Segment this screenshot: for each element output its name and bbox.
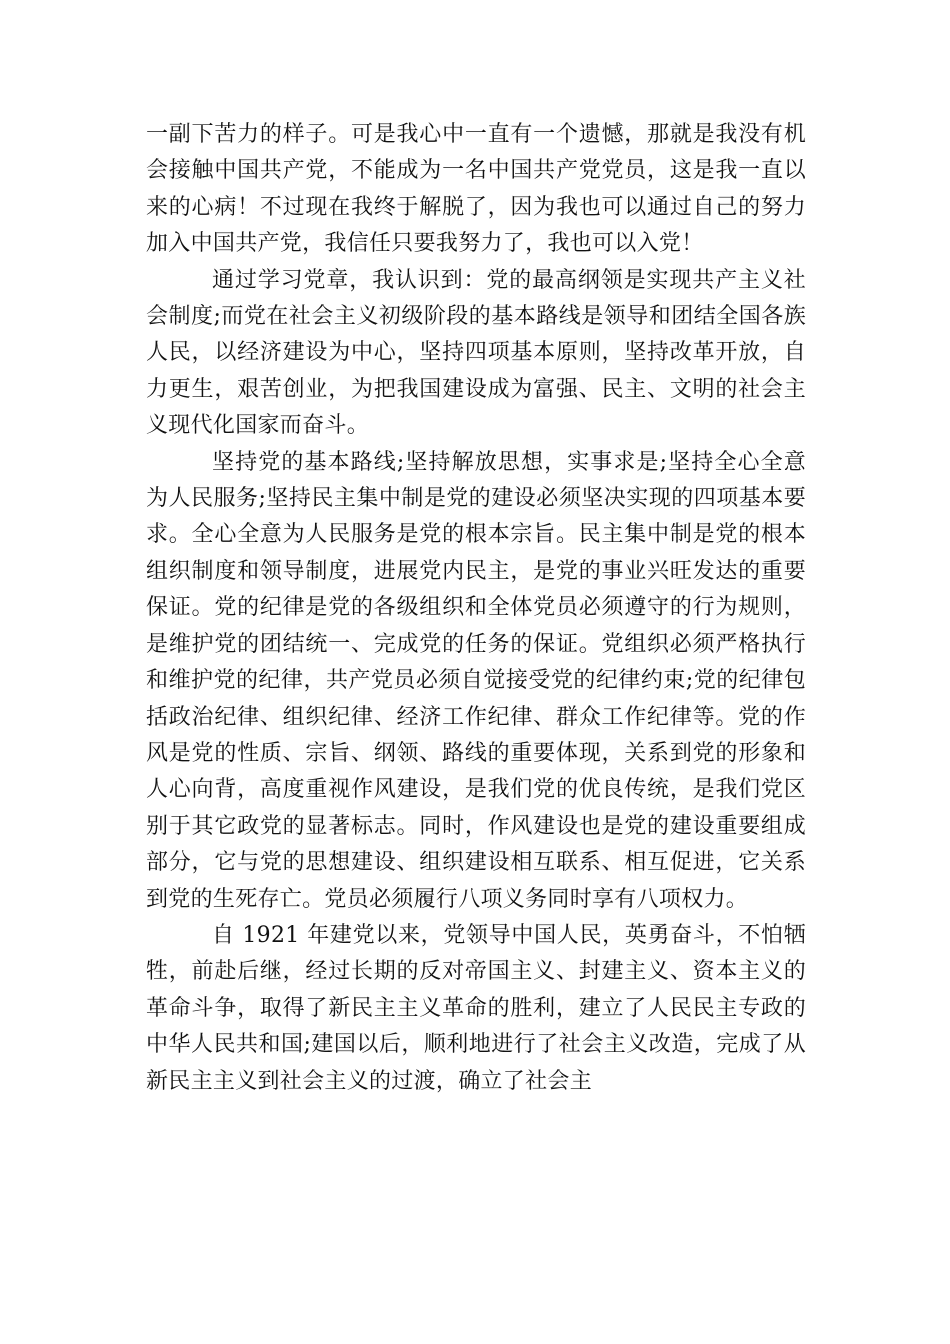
paragraph-1: 一副下苦力的样子。可是我心中一直有一个遗憾，那就是我没有机会接触中国共产党，不能成为一名中国共产党党员，这是我一直以来的心病！不过现在我终于解脱了，因为我也可以通过自己的努力加入中国共产党，我信任只要我努力了，我也可以入党！ <box>146 122 806 257</box>
paragraph-4: 自 1921 年建党以来，党领导中国人民，英勇奋斗，不怕牺牲，前赴后继，经过长期的反对帝国主义、封建主义、资本主义的革命斗争，取得了新民主主义革命的胜利，建立了人民民主专政的中华人民共和国;建国以后，顺利地进行了社会主义改造，完成了从新民主主义到社会主义的过渡，确立了社会主 <box>146 922 806 1094</box>
paragraph-2: 通过学习党章，我认识到：党的最高纲领是实现共产主义社会制度;而党在社会主义初级阶段的基本路线是领导和团结全国各族人民，以经济建设为中心，坚持四项基本原则，坚持改革开放，自力更生，艰苦创业，为把我国建设成为富强、民主、文明的社会主义现代化国家而奋斗。 <box>146 267 806 439</box>
document-page <box>146 117 806 1100</box>
paragraph-3: 坚持党的基本路线;坚持解放思想，实事求是;坚持全心全意为人民服务;坚持民主集中制是党的建设必须坚决实现的四项基本要求。全心全意为人民服务是党的根本宗旨。民主集中制是党的根本组织制度和领导制度，进展党内民主，是党的事业兴旺发达的重要保证。党的纪律是党的各级组织和全体党员必须遵守的行为规则，是维护党的团结统一、完成党的任务的保证。党组织必须严格执行和维护党的纪律，共产党员必须自觉接受党的纪律约束;党的纪律包括政治纪律、组织纪律、经济工作纪律、群众工作纪律等。党的作风是党的性质、宗旨、纲领、路线的重要体现，关系到党的形象和人心向背，高度重视作风建设，是我们党的优良传统，是我们党区别于其它政党的显著标志。同时，作风建设也是党的建设重要组成部分，它与党的思想建设、组织建设相互联系、相互促进，它关系到党的生死存亡。党员必须履行八项义务同时享有八项权力。 <box>146 449 806 912</box>
